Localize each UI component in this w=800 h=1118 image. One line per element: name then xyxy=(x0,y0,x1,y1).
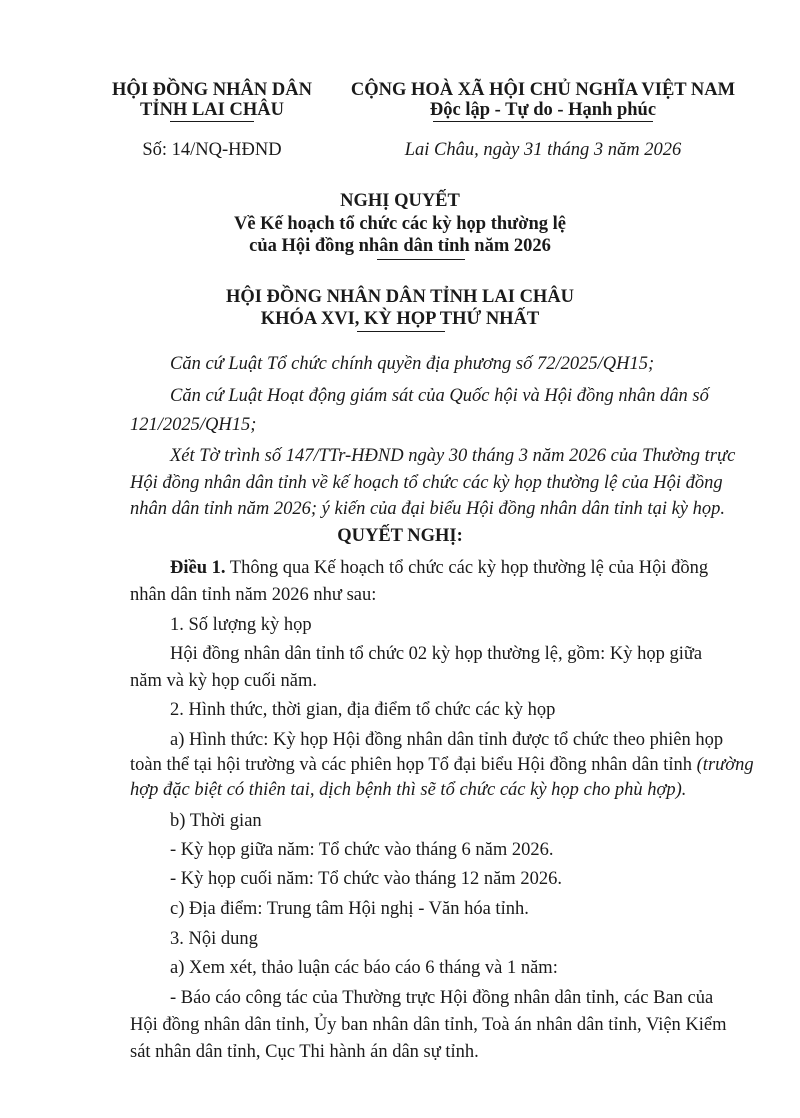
article-1-line2: nhân dân tỉnh năm 2026 như sau: xyxy=(130,585,377,605)
preamble-legal-basis-2-line2: 121/2025/QH15; xyxy=(130,415,257,435)
article-1-line1 xyxy=(170,555,708,581)
issuer-line2: KHÓA XVI, KỲ HỌP THỨ NHẤT xyxy=(260,309,540,329)
issuer-org-line2: TỈNH LAI CHÂU xyxy=(140,100,284,120)
section-1-line2: năm và kỳ họp cuối năm. xyxy=(130,671,318,691)
section-2a-line3: hợp đặc biệt có thiên tai, dịch bệnh thì sẽ tổ chức các kỳ họp cho phù hợp). xyxy=(130,780,687,800)
issuer-org-line1: HỘI ĐỒNG NHÂN DÂN xyxy=(112,80,312,100)
section-2a-line2-italic: (trường xyxy=(696,755,754,775)
section-2a-line1: a) Hình thức: Kỳ họp Hội đồng nhân dân tỉnh được tổ chức theo phiên họp xyxy=(170,730,724,750)
preamble-consideration-line3: nhân dân tỉnh năm 2026; ý kiến của đại biểu Hội đồng nhân dân tỉnh tại kỳ họp. xyxy=(130,499,726,519)
preamble-legal-basis-1: Căn cứ Luật Tổ chức chính quyền địa phương số 72/2025/QH15; xyxy=(170,354,655,374)
preamble-consideration-line2: Hội đồng nhân dân tỉnh về kế hoạch tổ chức các kỳ họp thường lệ của Hội đồng xyxy=(130,473,723,493)
preamble-legal-basis-2-line1: Căn cứ Luật Hoạt động giám sát của Quốc hội và Hội đồng nhân dân số xyxy=(170,386,709,406)
section-3a: a) Xem xét, thảo luận các báo cáo 6 tháng và 1 năm: xyxy=(170,958,558,978)
document-subject-line2: của Hội đồng nhân dân tỉnh năm 2026 xyxy=(249,236,551,256)
section-1-title: 1. Số lượng kỳ họp xyxy=(170,615,312,635)
section-3-title: 3. Nội dung xyxy=(170,929,258,949)
document-number: Số: 14/NQ-HĐND xyxy=(142,140,282,160)
issuer-line1: HỘI ĐỒNG NHÂN DÂN TỈNH LAI CHÂU xyxy=(225,287,575,307)
section-3a-item-line2: Hội đồng nhân dân tỉnh, Ủy ban nhân dân tỉnh, Toà án nhân dân tỉnh, Viện Kiểm xyxy=(130,1015,727,1035)
header-right-underline xyxy=(433,121,653,122)
section-2b-item-year-end: - Kỳ họp cuối năm: Tổ chức vào tháng 12 năm 2026. xyxy=(170,869,562,889)
section-3a-item-line1: - Báo cáo công tác của Thường trực Hội đồng nhân dân tỉnh, các Ban của xyxy=(170,988,714,1008)
article-1-label: Điều 1. xyxy=(170,558,226,578)
section-2-title: 2. Hình thức, thời gian, địa điểm tổ chức các kỳ họp xyxy=(170,700,556,720)
document-subject-line1: Về Kế hoạch tổ chức các kỳ họp thường lệ xyxy=(233,214,567,234)
section-1-line1: Hội đồng nhân dân tỉnh tổ chức 02 kỳ họp thường lệ, gồm: Kỳ họp giữa xyxy=(170,644,703,664)
section-3a-item-line3: sát nhân dân tỉnh, Cục Thi hành án dân sự tỉnh. xyxy=(130,1042,479,1062)
section-2c-location: c) Địa điểm: Trung tâm Hội nghị - Văn hóa tỉnh. xyxy=(170,899,529,919)
document-type: NGHỊ QUYẾT xyxy=(340,191,460,211)
national-title: CỘNG HOÀ XÃ HỘI CHỦ NGHĨA VIỆT NAM xyxy=(350,80,736,100)
issuer-underline xyxy=(357,331,445,332)
article-1-text: Thông qua Kế hoạch tổ chức các kỳ họp thường lệ của Hội đồng xyxy=(229,558,709,578)
place-date: Lai Châu, ngày 31 tháng 3 năm 2026 xyxy=(404,140,682,160)
decision-heading: QUYẾT NGHỊ: xyxy=(337,526,463,546)
section-2a-line2 xyxy=(130,752,754,778)
section-2b-item-mid-year: - Kỳ họp giữa năm: Tổ chức vào tháng 6 năm 2026. xyxy=(170,840,554,860)
preamble-consideration-line1: Xét Tờ trình số 147/TTr-HĐND ngày 30 tháng 3 năm 2026 của Thường trực xyxy=(170,446,736,466)
section-2b-title: b) Thời gian xyxy=(170,811,262,831)
section-2a-line2-text: toàn thể tại hội trường và các phiên họp Tổ đại biểu Hội đồng nhân dân tỉnh xyxy=(130,755,697,775)
header-left-underline xyxy=(170,121,254,122)
national-motto: Độc lập - Tự do - Hạnh phúc xyxy=(429,100,657,120)
title-underline xyxy=(377,259,465,260)
